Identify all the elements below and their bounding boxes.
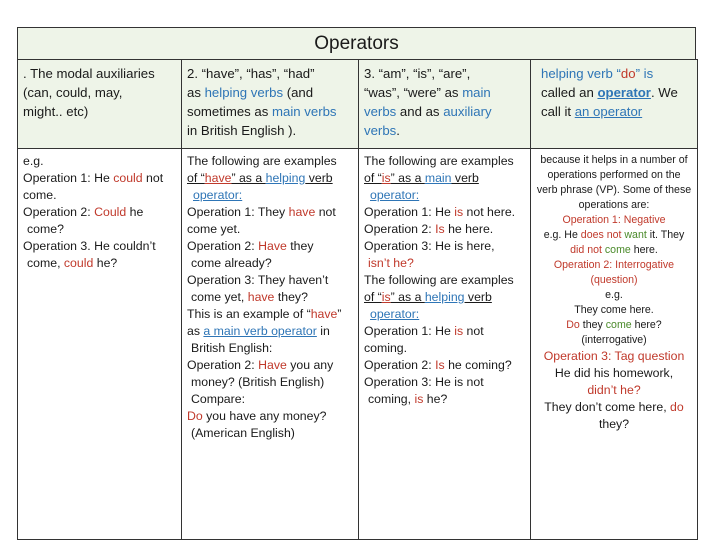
do-explanation: because it helps in a number of operations performed on the verb phrase (VP). Some of these operations are: Operation 1: Negative e.g. He does not want it. They did not come here. Operation 2: Interrogative (question) e.g. They come here. Do they come here? (interrogative) Operation 3: Tag question He did his homework, didn’t he? They don’t come here, do they?	[531, 149, 698, 540]
page-title: Operators	[17, 27, 696, 59]
be-examples: The following are examples of “is” as a main verb operator: Operation 1: He is not here. Operation 2: Is he here. Operation 3: He is here, isn’t he? The following are examples of “is” as a helping verb operator: Operation 1: He is not coming. Operation 2: Is he coming? Operation 3: He is not coming, is he?	[359, 149, 531, 540]
header-be: 3. “am”, “is”, “are”, “was”, “were” as main verbs and as auxiliary verbs.	[359, 60, 531, 149]
header-have: 2. “have”, “has”, “had” as helping verbs (and sometimes as main verbs in British English ).	[182, 60, 359, 149]
header-row	[18, 60, 698, 149]
have-examples: The following are examples of “have” as a helping verb operator: Operation 1: They have not come yet. Operation 2: Have they come already? Operation 3: They haven’t come yet, have they? This is an example of “have” as a main verb operator in British English: Operation 2: Have you any money? (British English) Compare: Do you have any money? (American English)	[182, 149, 359, 540]
header-modal-auxiliaries: . The modal auxiliaries (can, could, may, might.. etc)	[18, 60, 182, 149]
operators-table	[17, 59, 698, 540]
modal-examples: e.g. Operation 1: He could not come. Operation 2: Could he come? Operation 3. He couldn’t come, could he?	[18, 149, 182, 540]
examples-row	[18, 149, 698, 540]
header-do: helping verb “do” is called an operator. We call it an operator	[531, 60, 698, 149]
